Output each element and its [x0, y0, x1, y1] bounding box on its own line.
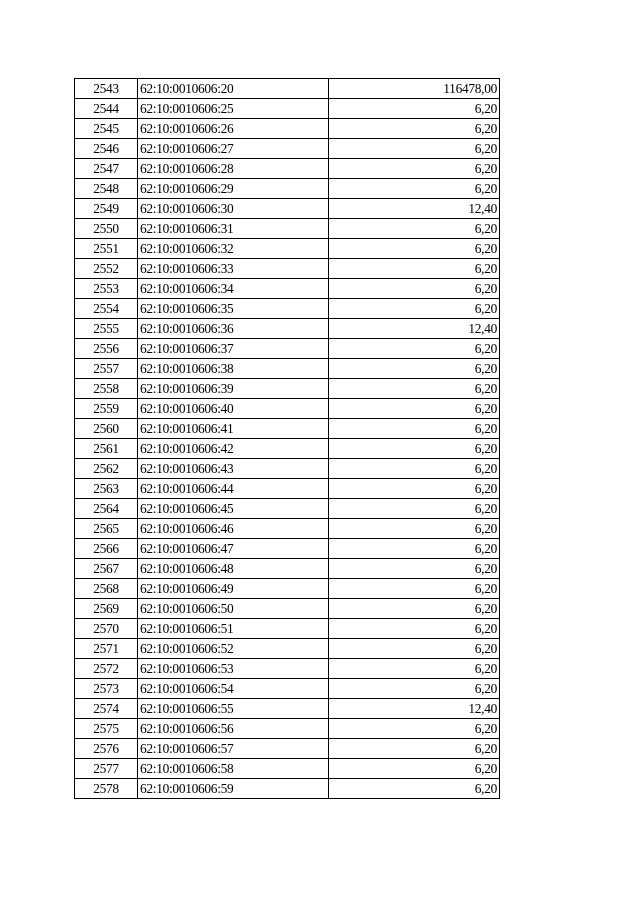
value-cell: 6,20	[329, 779, 500, 799]
row-number-cell: 2571	[75, 639, 138, 659]
table-row	[75, 339, 500, 359]
table-row	[75, 479, 500, 499]
value-cell: 6,20	[329, 579, 500, 599]
table-row	[75, 319, 500, 339]
value-cell: 6,20	[329, 179, 500, 199]
table-row	[75, 539, 500, 559]
value-cell: 6,20	[329, 359, 500, 379]
cadastral-number-cell: 62:10:0010606:43	[138, 459, 329, 479]
row-number-cell: 2561	[75, 439, 138, 459]
value-cell: 6,20	[329, 719, 500, 739]
table-row	[75, 359, 500, 379]
cadastral-number-cell: 62:10:0010606:35	[138, 299, 329, 319]
row-number-cell: 2547	[75, 159, 138, 179]
cadastral-number-cell: 62:10:0010606:37	[138, 339, 329, 359]
cadastral-number-cell: 62:10:0010606:29	[138, 179, 329, 199]
value-cell: 6,20	[329, 659, 500, 679]
value-cell: 6,20	[329, 379, 500, 399]
cadastral-number-cell: 62:10:0010606:47	[138, 539, 329, 559]
cadastral-number-cell: 62:10:0010606:49	[138, 579, 329, 599]
row-number-cell: 2575	[75, 719, 138, 739]
row-number-cell: 2552	[75, 259, 138, 279]
cadastral-number-cell: 62:10:0010606:28	[138, 159, 329, 179]
value-cell: 6,20	[329, 279, 500, 299]
cadastral-table	[74, 78, 500, 799]
table-row	[75, 719, 500, 739]
row-number-cell: 2568	[75, 579, 138, 599]
value-cell: 6,20	[329, 139, 500, 159]
value-cell: 6,20	[329, 479, 500, 499]
cadastral-number-cell: 62:10:0010606:59	[138, 779, 329, 799]
cadastral-number-cell: 62:10:0010606:48	[138, 559, 329, 579]
row-number-cell: 2578	[75, 779, 138, 799]
value-cell: 6,20	[329, 539, 500, 559]
table-row	[75, 779, 500, 799]
value-cell: 6,20	[329, 99, 500, 119]
row-number-cell: 2569	[75, 599, 138, 619]
cadastral-number-cell: 62:10:0010606:58	[138, 759, 329, 779]
row-number-cell: 2555	[75, 319, 138, 339]
cadastral-number-cell: 62:10:0010606:45	[138, 499, 329, 519]
table-row	[75, 619, 500, 639]
value-cell: 6,20	[329, 439, 500, 459]
table-row	[75, 679, 500, 699]
row-number-cell: 2567	[75, 559, 138, 579]
cadastral-number-cell: 62:10:0010606:56	[138, 719, 329, 739]
value-cell: 12,40	[329, 319, 500, 339]
row-number-cell: 2565	[75, 519, 138, 539]
row-number-cell: 2546	[75, 139, 138, 159]
table-row	[75, 499, 500, 519]
cadastral-number-cell: 62:10:0010606:53	[138, 659, 329, 679]
cadastral-number-cell: 62:10:0010606:25	[138, 99, 329, 119]
row-number-cell: 2543	[75, 79, 138, 99]
table-row	[75, 559, 500, 579]
table-row	[75, 699, 500, 719]
value-cell: 6,20	[329, 619, 500, 639]
value-cell: 6,20	[329, 339, 500, 359]
cadastral-number-cell: 62:10:0010606:44	[138, 479, 329, 499]
value-cell: 6,20	[329, 759, 500, 779]
table-row	[75, 119, 500, 139]
cadastral-number-cell: 62:10:0010606:32	[138, 239, 329, 259]
row-number-cell: 2544	[75, 99, 138, 119]
value-cell: 6,20	[329, 239, 500, 259]
value-cell: 6,20	[329, 299, 500, 319]
table-row	[75, 519, 500, 539]
row-number-cell: 2566	[75, 539, 138, 559]
cadastral-number-cell: 62:10:0010606:39	[138, 379, 329, 399]
cadastral-number-cell: 62:10:0010606:52	[138, 639, 329, 659]
value-cell: 12,40	[329, 199, 500, 219]
row-number-cell: 2563	[75, 479, 138, 499]
table-row	[75, 759, 500, 779]
table-row	[75, 199, 500, 219]
table-row	[75, 239, 500, 259]
table-row	[75, 159, 500, 179]
row-number-cell: 2560	[75, 419, 138, 439]
cadastral-number-cell: 62:10:0010606:38	[138, 359, 329, 379]
row-number-cell: 2576	[75, 739, 138, 759]
table-row	[75, 79, 500, 99]
value-cell: 6,20	[329, 259, 500, 279]
table-row	[75, 259, 500, 279]
value-cell: 6,20	[329, 599, 500, 619]
cadastral-number-cell: 62:10:0010606:27	[138, 139, 329, 159]
cadastral-number-cell: 62:10:0010606:40	[138, 399, 329, 419]
row-number-cell: 2562	[75, 459, 138, 479]
row-number-cell: 2554	[75, 299, 138, 319]
row-number-cell: 2558	[75, 379, 138, 399]
cadastral-number-cell: 62:10:0010606:30	[138, 199, 329, 219]
value-cell: 116478,00	[329, 79, 500, 99]
value-cell: 6,20	[329, 679, 500, 699]
table-row	[75, 139, 500, 159]
row-number-cell: 2548	[75, 179, 138, 199]
table-row	[75, 639, 500, 659]
cadastral-number-cell: 62:10:0010606:54	[138, 679, 329, 699]
row-number-cell: 2557	[75, 359, 138, 379]
value-cell: 6,20	[329, 219, 500, 239]
cadastral-number-cell: 62:10:0010606:51	[138, 619, 329, 639]
value-cell: 6,20	[329, 519, 500, 539]
cadastral-number-cell: 62:10:0010606:33	[138, 259, 329, 279]
cadastral-number-cell: 62:10:0010606:46	[138, 519, 329, 539]
cadastral-number-cell: 62:10:0010606:55	[138, 699, 329, 719]
value-cell: 6,20	[329, 399, 500, 419]
row-number-cell: 2572	[75, 659, 138, 679]
cadastral-number-cell: 62:10:0010606:42	[138, 439, 329, 459]
cadastral-number-cell: 62:10:0010606:50	[138, 599, 329, 619]
value-cell: 6,20	[329, 419, 500, 439]
table-row	[75, 439, 500, 459]
row-number-cell: 2559	[75, 399, 138, 419]
cadastral-number-cell: 62:10:0010606:36	[138, 319, 329, 339]
table-row	[75, 99, 500, 119]
cadastral-number-cell: 62:10:0010606:34	[138, 279, 329, 299]
value-cell: 6,20	[329, 639, 500, 659]
value-cell: 6,20	[329, 159, 500, 179]
value-cell: 12,40	[329, 699, 500, 719]
row-number-cell: 2570	[75, 619, 138, 639]
value-cell: 6,20	[329, 119, 500, 139]
table-row	[75, 579, 500, 599]
cadastral-number-cell: 62:10:0010606:31	[138, 219, 329, 239]
cadastral-number-cell: 62:10:0010606:26	[138, 119, 329, 139]
row-number-cell: 2556	[75, 339, 138, 359]
table-row	[75, 379, 500, 399]
row-number-cell: 2550	[75, 219, 138, 239]
table-row	[75, 739, 500, 759]
table-row	[75, 219, 500, 239]
table-row	[75, 299, 500, 319]
row-number-cell: 2573	[75, 679, 138, 699]
table-row	[75, 279, 500, 299]
table-row	[75, 659, 500, 679]
cadastral-number-cell: 62:10:0010606:20	[138, 79, 329, 99]
table-row	[75, 399, 500, 419]
row-number-cell: 2553	[75, 279, 138, 299]
value-cell: 6,20	[329, 559, 500, 579]
row-number-cell: 2545	[75, 119, 138, 139]
table-row	[75, 419, 500, 439]
row-number-cell: 2549	[75, 199, 138, 219]
cadastral-number-cell: 62:10:0010606:41	[138, 419, 329, 439]
cadastral-table-body	[75, 79, 500, 799]
table-row	[75, 459, 500, 479]
table-row	[75, 599, 500, 619]
row-number-cell: 2551	[75, 239, 138, 259]
row-number-cell: 2577	[75, 759, 138, 779]
cadastral-number-cell: 62:10:0010606:57	[138, 739, 329, 759]
value-cell: 6,20	[329, 739, 500, 759]
row-number-cell: 2574	[75, 699, 138, 719]
table-row	[75, 179, 500, 199]
row-number-cell: 2564	[75, 499, 138, 519]
value-cell: 6,20	[329, 499, 500, 519]
value-cell: 6,20	[329, 459, 500, 479]
